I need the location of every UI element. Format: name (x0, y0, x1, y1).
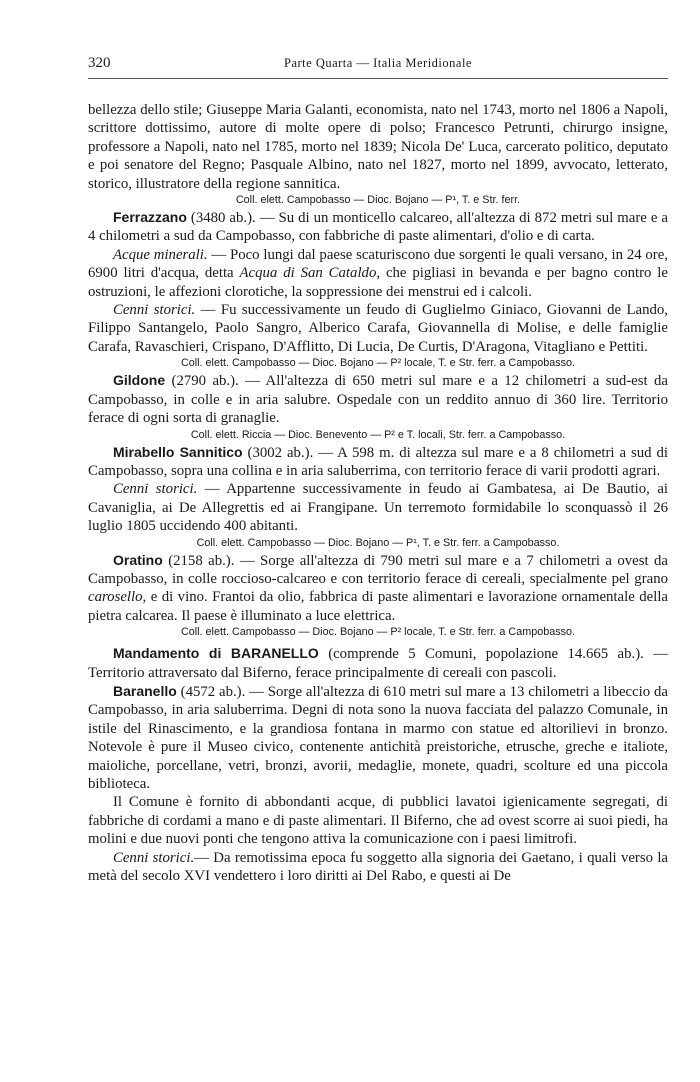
baranello-comune: Il Comune è fornito di abbondanti acque, di pubblici lavatoi igienicamente segregati, di fabbriche di cordami a mano e di paste alimentari. Il Biferno, che ad ovest scorre ai suoi piedi, ha molini e due nuovi ponti che tengono attiva la comunicazione con i paesi limitrofi. (88, 794, 668, 848)
entry-name: Gildone (113, 372, 166, 389)
page-number: 320 (88, 55, 111, 71)
page-body (88, 101, 668, 885)
electoral-note: Coll. elett. Campobasso — Dioc. Bojano — P¹, T. e Str. ferr. (235, 194, 521, 207)
entry-mandamento-baranello: Mandamento di BARANELLO (comprende 5 Comuni, popolazione 14.665 ab.). — Territorio attraversato dal Biferno, ferace principalmente di cereali con pascoli. (88, 645, 668, 681)
electoral-note: Coll. elett. Campobasso — Dioc. Bojano — P² locale, T. e Str. ferr. a Campobasso. (180, 357, 576, 370)
section-label: Acque minerali. (113, 246, 208, 263)
electoral-note: Coll. elett. Campobasso — Dioc. Bojano — P¹, T. e Str. ferr. a Campobasso. (196, 536, 560, 549)
running-title: Parte Quarta — Italia Meridionale (284, 56, 472, 70)
section-label: Cenni storici. (113, 849, 195, 866)
header-rule (88, 78, 668, 79)
entry-mirabello: Mirabello Sannitico (3002 ab.). — A 598 m. di altezza sul mare e a 8 chilometri a sud di Campobasso, sopra una collina e in aria saluberrima, con territorio ferace di varii prodotti agrari. (88, 443, 668, 479)
section-label: Cenni storici. (113, 481, 198, 498)
entry-name: Mirabello Sannitico (113, 443, 243, 460)
section-label: Cenni storici. (113, 302, 196, 319)
entry-oratino: Oratino (2158 ab.). — Sorge all'altezza di 790 metri sul mare e a 7 chilometri a ovest da Campobasso, in colle roccioso-calcareo e con territorio ferace di cereali, specialmente pel grano carosello, e di vino. Frantoi da olio, fabbrica di paste alimentari e lavorazione ornamentale della pietra calcarea. Il paese è illuminato a luce elettrica. (88, 551, 668, 624)
entry-baranello: Baranello (4572 ab.). — Sorge all'altezza di 610 metri sul mare a 13 chilometri a libeccio da Campobasso, in aria saluberrima. Degni di nota sono la nuova facciata del palazzo Comunale, in istile del Rinascimento, e la grandiosa fontana in marmo con statue ed altorilievi in bronzo. Notevole è pure il Museo civico, contenente antichità preistoriche, etrusche, greche e italiote, maioliche, porcellane, vetri, bronzi, avorii, medaglie, monete, quadri, scolture ed una piccola biblioteca. (88, 682, 668, 792)
electoral-note: Coll. elett. Riccia — Dioc. Benevento — P² e T. locali, Str. ferr. a Campobasso. (190, 428, 566, 441)
entry-name: Mandamento di BARANELLO (113, 645, 319, 662)
entry-gildone: Gildone (2790 ab.). — All'altezza di 650 metri sul mare e a 12 chilometri a sud-est da Campobasso, in colle e in aria salubre. Ospedale con un reddito annuo di 360 lire. Territorio ferace di ogni sorta di granaglie. (88, 372, 668, 427)
electoral-note: Coll. elett. Campobasso — Dioc. Bojano — P² locale, T. e Str. ferr. a Campobasso. (180, 626, 576, 639)
ferrazzano-history: Cenni storici. — Fu successivamente un feudo di Guglielmo Giniaco, Giovanni de Lando, Filippo Santangelo, Paolo Sangro, Alberico Carafa, Giovannella di Molise, e delle famiglie Carafa, Ravaschieri, Crispano, D'Afflitto, Di Lucia, De Curtis, D'Aragona, Vitagliano e Pettiti. (88, 302, 669, 355)
entry-name: Oratino (113, 551, 163, 568)
paragraph-notable-people: bellezza dello stile; Giuseppe Maria Galanti, economista, nato nel 1743, morto nel 1806 a Napoli, scrittore dottissimo, autore di molte opere di polso; Francesco Petrunti, chirurgo insigne, professore a Napoli, nato nel 1785, morto nel 1839; Nicola De' Luca, carcerato politico, deputato e poi senatore del Regno; Pasquale Albino, nato nel 1827, morto nel 1899, avvocato, letterato, storico, illustratore della regione sannitica. (88, 102, 668, 192)
ferrazzano-mineral-waters: Acque minerali. — Poco lungi dal paese scaturiscono due sorgenti le quali versano, in 24 ore, 6900 litri d'acqua, detta Acqua di San Cataldo, che pigliasi in bevanda e per bagno contro le ostruzioni, le affezioni clorotiche, la soppressione dei menstrui ed i calcoli. (88, 246, 668, 300)
page-header (88, 55, 668, 75)
mirabello-history: Cenni storici. — Appartenne successivamente in feudo ai Gambatesa, ai De Bautio, ai Cavaniglia, ai De Allegrettis ed ai Frangipane. Un terremoto formidabile lo sconquassò il 26 luglio 1805 uccidendo 400 abitanti. (88, 481, 668, 535)
entry-name: Ferrazzano (113, 209, 187, 226)
baranello-history: Cenni storici.— Da remotissima epoca fu soggetto alla signoria dei Gaetano, i quali verso la metà del secolo XVI vendettero i loro diritti ai Del Rabo, e questi ai De (88, 849, 669, 885)
entry-name: Baranello (113, 682, 177, 699)
entry-ferrazzano: Ferrazzano (3480 ab.). — Su di un monticello calcareo, all'altezza di 872 metri sul mare e a 4 chilometri a sud da Campobasso, con fabbriche di paste alimentari, d'olio e di carta. (88, 209, 668, 245)
